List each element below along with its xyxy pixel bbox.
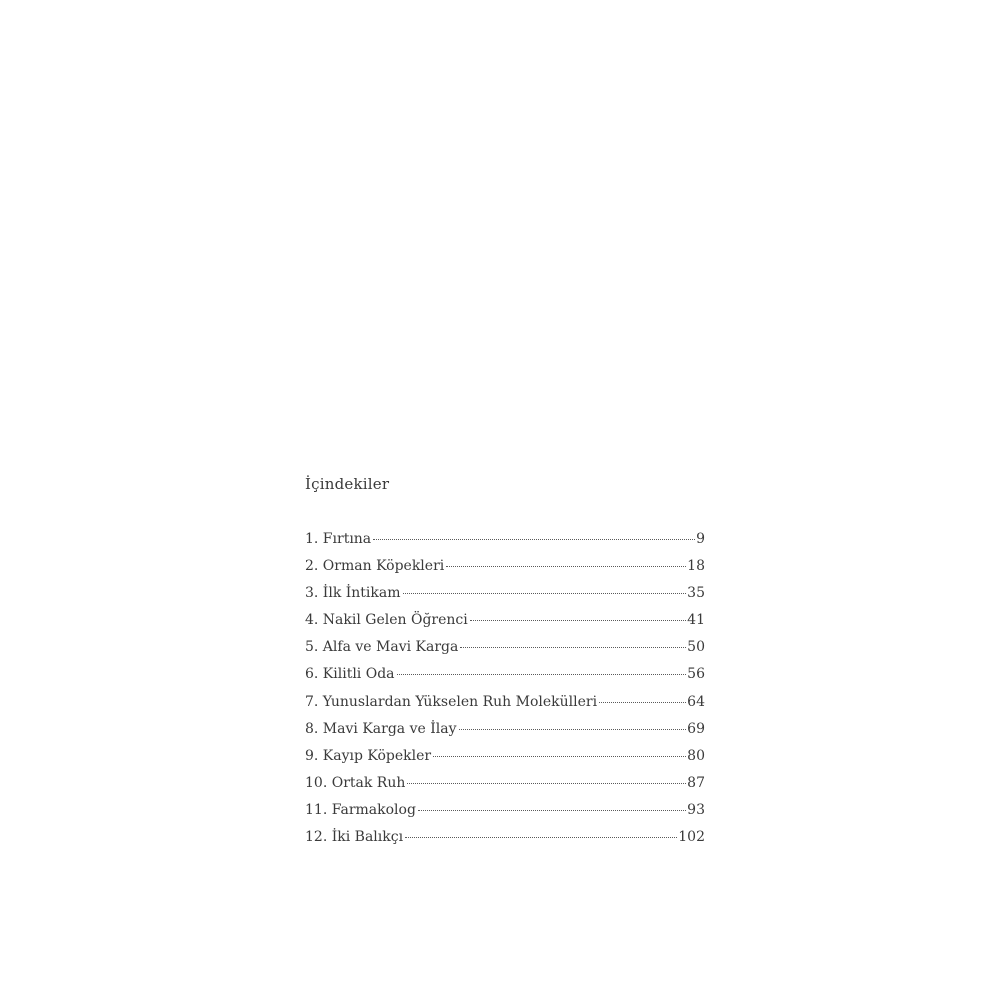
toc-entry-title: 4. Nakil Gelen Öğrenci bbox=[305, 612, 468, 629]
dot-leader bbox=[405, 837, 677, 838]
toc-entry-title: 10. Ortak Ruh bbox=[305, 774, 406, 791]
toc-entry-page: 56 bbox=[687, 666, 705, 683]
toc-entry-title: 12. İki Balıkçı bbox=[305, 829, 404, 846]
dot-leader bbox=[446, 566, 686, 567]
dot-leader bbox=[599, 702, 686, 703]
toc-entry-title: 7. Yunuslardan Yükselen Ruh Molekülleri bbox=[305, 693, 598, 710]
toc-entry bbox=[305, 663, 705, 690]
toc-entry-page: 87 bbox=[687, 774, 705, 791]
toc-entry-page: 50 bbox=[687, 639, 705, 656]
dot-leader bbox=[459, 729, 687, 730]
toc-entry bbox=[305, 799, 705, 826]
dot-leader bbox=[470, 620, 686, 621]
toc-entry bbox=[305, 555, 705, 582]
dot-leader bbox=[373, 539, 695, 540]
toc-entry bbox=[305, 636, 705, 663]
toc-entry-title: 1. Fırtına bbox=[305, 531, 372, 547]
toc-title: İçindekiler bbox=[305, 475, 390, 493]
toc-entry-title: 9. Kayıp Köpekler bbox=[305, 747, 432, 764]
toc-entry bbox=[305, 528, 705, 555]
dot-leader bbox=[433, 756, 686, 757]
toc-entry bbox=[305, 745, 705, 772]
toc-entry bbox=[305, 691, 705, 718]
toc-entry-page: 64 bbox=[687, 693, 705, 710]
toc-entry-page: 102 bbox=[678, 829, 705, 846]
toc-entry-page: 80 bbox=[687, 747, 705, 764]
toc-entry-page: 9 bbox=[696, 531, 705, 547]
toc-entry-title: 6. Kilitli Oda bbox=[305, 666, 395, 683]
toc-entry bbox=[305, 609, 705, 636]
toc-entry-title: 11. Farmakolog bbox=[305, 801, 416, 818]
toc-entry-page: 69 bbox=[687, 720, 705, 737]
toc-entry-page: 41 bbox=[687, 612, 705, 629]
toc-entry bbox=[305, 772, 705, 799]
dot-leader bbox=[407, 783, 686, 784]
toc-entry-title: 2. Orman Köpekleri bbox=[305, 558, 445, 575]
toc-list bbox=[305, 528, 705, 853]
toc-entry-page: 18 bbox=[687, 558, 705, 575]
toc-entry-page: 35 bbox=[687, 585, 705, 602]
toc-entry-page: 93 bbox=[687, 801, 705, 818]
toc-entry-title: 5. Alfa ve Mavi Karga bbox=[305, 639, 459, 656]
toc-entry bbox=[305, 582, 705, 609]
toc-entry bbox=[305, 826, 705, 853]
dot-leader bbox=[418, 810, 686, 811]
toc-entry-title: 3. İlk İntikam bbox=[305, 585, 401, 602]
toc-entry bbox=[305, 718, 705, 745]
toc-entry-title: 8. Mavi Karga ve İlay bbox=[305, 720, 457, 737]
dot-leader bbox=[397, 674, 687, 675]
dot-leader bbox=[403, 593, 687, 594]
dot-leader bbox=[460, 647, 686, 648]
